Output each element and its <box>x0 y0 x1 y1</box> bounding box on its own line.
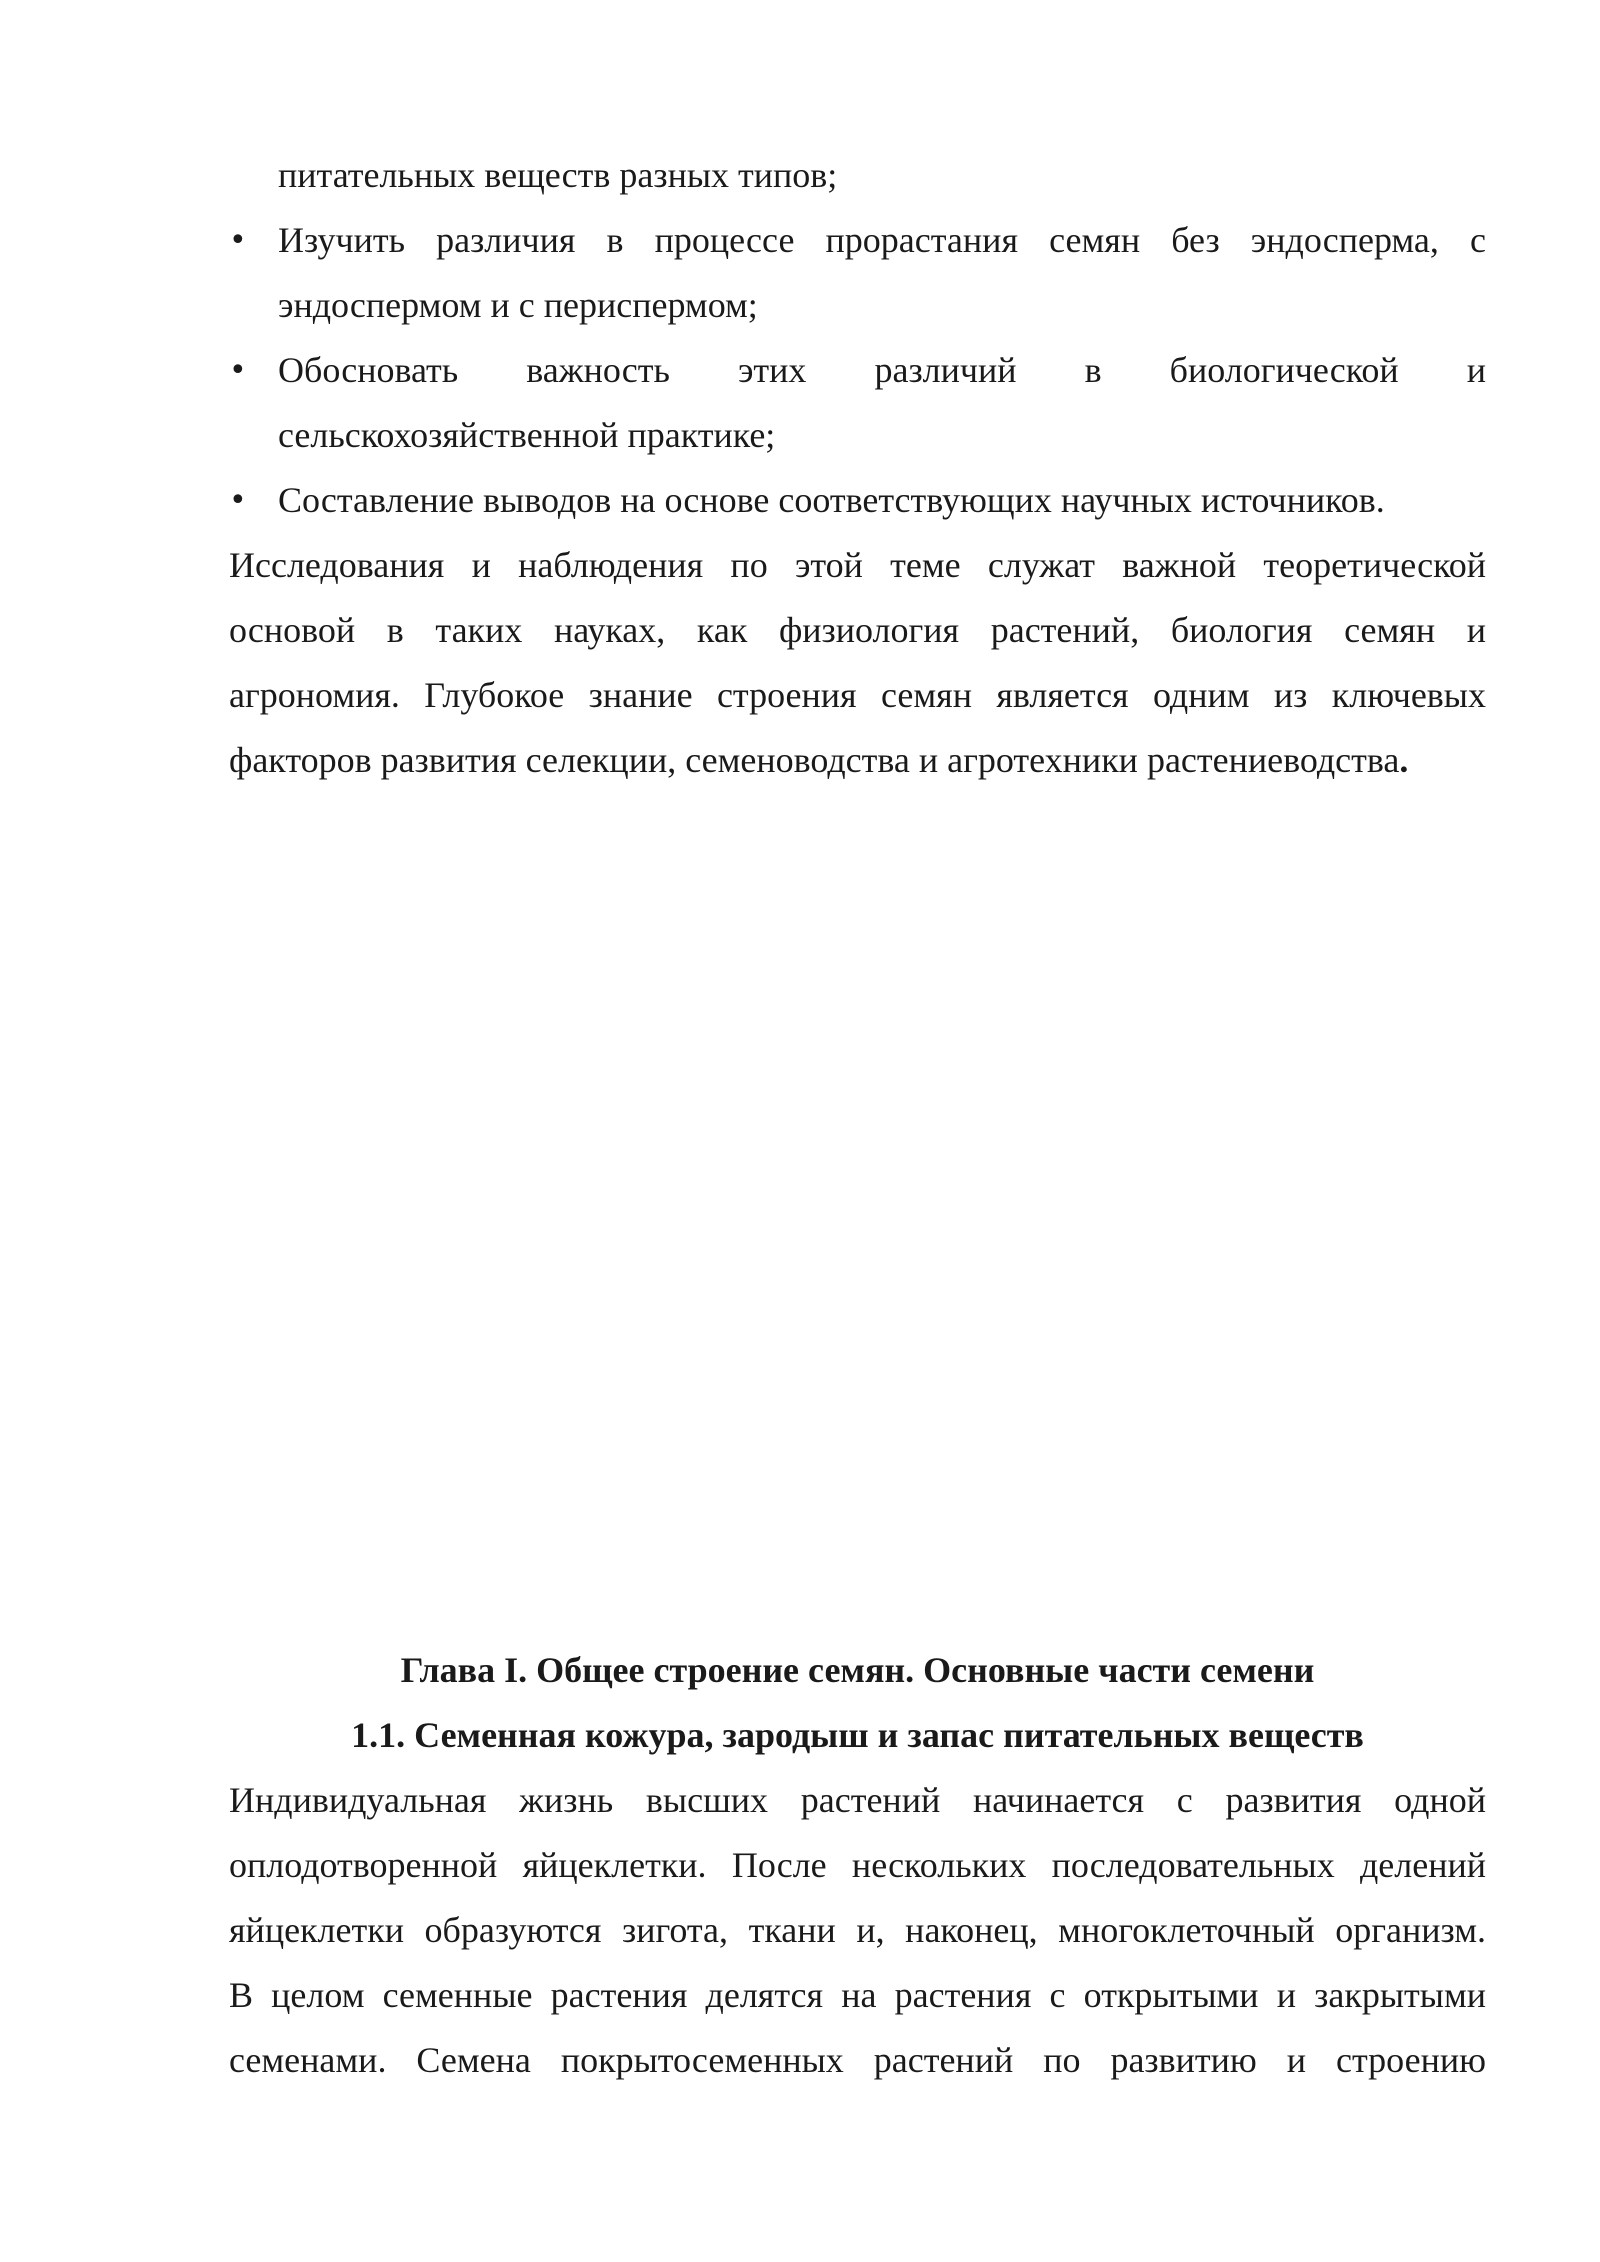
paragraph-line-text: факторов развития селекции, семеноводства и агротехники растениеводства <box>229 740 1400 780</box>
paragraph-line: семенами. Семена покрытосеменных растений по развитию и строению <box>229 2040 1486 2080</box>
section-paragraph <box>229 1768 1486 2093</box>
list-item-line: эндоспермом и с периспермом; <box>278 285 758 325</box>
list-continuation-line <box>278 143 1486 208</box>
chapter-title: Глава I. Общее строение семян. Основные части семени <box>400 1650 1315 1690</box>
paragraph-line: агрономия. Глубокое знание строения семян является одним из ключевых <box>229 675 1486 715</box>
paragraph-line: основой в таких науках, как физиология растений, биология семян и <box>229 610 1486 650</box>
bullet-icon: • <box>229 483 247 518</box>
paragraph-last-line <box>229 728 1486 793</box>
paragraph-line: Индивидуальная жизнь высших растений начинается с развития одной <box>229 1780 1486 1820</box>
list-item-line: Обосновать важность этих различий в биологической и <box>278 350 1486 390</box>
list-item-line: сельскохозяйственной практике; <box>278 415 776 455</box>
section-title: 1.1. Семенная кожура, зародыш и запас питательных веществ <box>351 1715 1364 1755</box>
objectives-list <box>229 208 1486 533</box>
bullet-icon: • <box>229 353 247 388</box>
bullet-icon: • <box>229 223 247 258</box>
list-item-line: Изучить различия в процессе прорастания семян без эндосперма, с <box>278 220 1486 260</box>
paragraph-line: яйцеклетки образуются зигота, ткани и, наконец, многоклеточный организм. <box>229 1910 1486 1950</box>
intro-paragraph <box>229 533 1486 793</box>
continuation-text: питательных веществ разных типов; <box>278 155 838 195</box>
list-item <box>229 468 1486 533</box>
paragraph-line: В целом семенные растения делятся на растения с открытыми и закрытыми <box>229 1975 1486 2015</box>
paragraph-line: Исследования и наблюдения по этой теме служат важной теоретической <box>229 545 1486 585</box>
paragraph-line: оплодотворенной яйцеклетки. После нескольких последовательных делений <box>229 1845 1486 1885</box>
list-item-line: Составление выводов на основе соответствующих научных источников. <box>278 480 1385 520</box>
list-item <box>229 208 1486 338</box>
list-item <box>229 338 1486 468</box>
paragraph-final-mark: . <box>1399 740 1409 780</box>
